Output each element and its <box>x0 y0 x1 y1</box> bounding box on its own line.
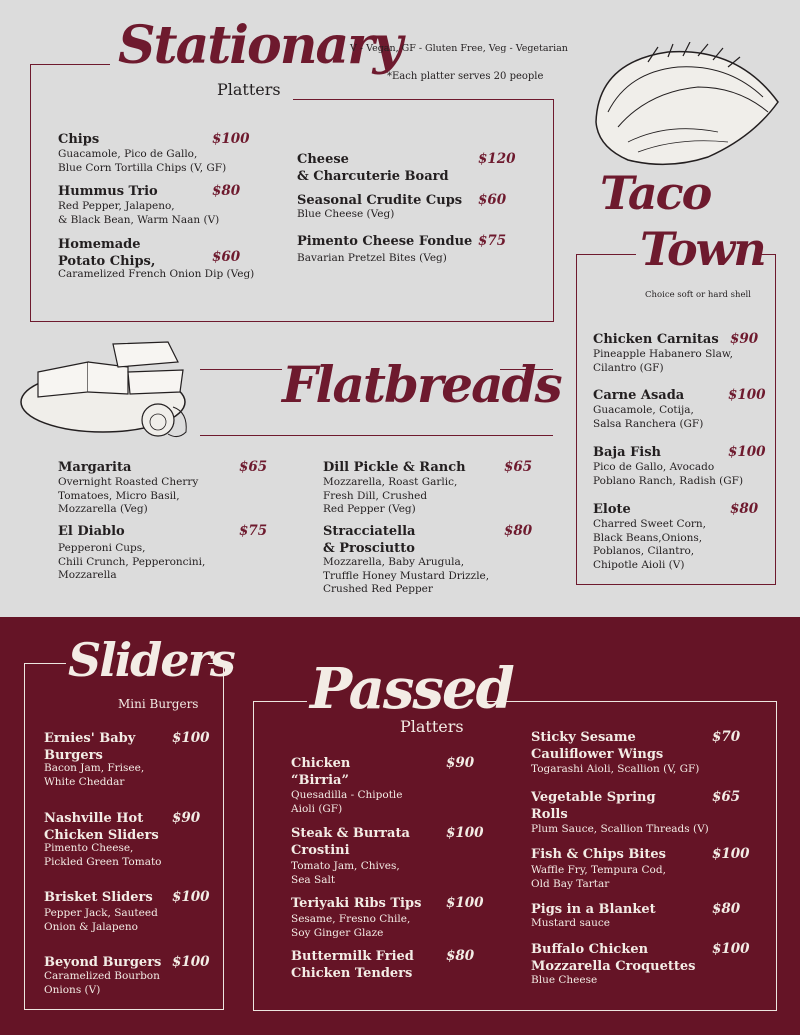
menu-item-price: $100 <box>172 730 210 746</box>
menu-item-price: $100 <box>446 895 484 911</box>
taco-town-subtitle: Choice soft or hard shell <box>645 290 751 300</box>
menu-item-desc: Charred Sweet Corn, Black Beans,Onions, Poblanos, Cilantro, Chipotle Aioli (V) <box>593 518 707 571</box>
menu-item-name: Stracciatella & Prosciutto <box>323 524 416 556</box>
passed-subtitle: Platters <box>400 717 464 736</box>
menu-item-desc: Waffle Fry, Tempura Cod, Old Bay Tartar <box>531 864 666 890</box>
menu-item-desc: Sesame, Fresno Chile, Soy Ginger Glaze <box>291 913 411 939</box>
taco-box-bottom <box>576 584 776 585</box>
menu-item-name: Dill Pickle & Ranch <box>323 460 466 475</box>
menu-item-name: Cheese & Charcuterie Board <box>297 152 449 184</box>
stationary-box-top-right <box>293 99 553 100</box>
menu-item-desc: Mozzarella, Baby Arugula, Truffle Honey Mustard Drizzle, Crushed Red Pepper <box>323 556 490 595</box>
menu-item-price: $60 <box>478 192 507 208</box>
menu-item-desc: Guacamole, Cotija, Salsa Ranchera (GF) <box>593 404 704 430</box>
menu-item-desc: Bacon Jam, Frisee, White Cheddar <box>44 762 145 788</box>
menu-item-name: Hummus Trio <box>58 184 158 199</box>
menu-item-desc: Tomato Jam, Chives, Sea Salt <box>291 860 400 886</box>
taco-town-title-line1: Taco <box>600 166 711 220</box>
menu-item-price: $65 <box>712 789 741 805</box>
sliders-title: Sliders <box>68 633 234 687</box>
menu-item-price: $60 <box>212 249 241 265</box>
stationary-subtitle: Platters <box>217 80 281 99</box>
menu-item-name: Homemade Potato Chips, <box>58 237 156 269</box>
menu-item-price: $100 <box>712 941 750 957</box>
sliders-subtitle: Mini Burgers <box>118 697 199 711</box>
menu-item-desc: Togarashi Aioli, Scallion (V, GF) <box>531 763 700 775</box>
menu-item-desc: Blue Cheese (Veg) <box>297 208 395 220</box>
flatbreads-title: Flatbreads <box>282 355 561 414</box>
menu-item-name: Chips <box>58 132 100 147</box>
menu-item-desc: Pepperoni Cups, Chili Crunch, Pepperoncini, Mozzarella <box>58 542 206 581</box>
menu-item-price: $75 <box>478 233 507 249</box>
menu-item-name: Carne Asada <box>593 388 685 403</box>
menu-item-name: Nashville Hot Chicken Sliders <box>44 811 159 843</box>
taco-box-left <box>576 254 577 584</box>
menu-item-price: $120 <box>478 151 516 167</box>
menu-item-name: Sticky Sesame Cauliflower Wings <box>531 730 664 762</box>
menu-item-desc: Blue Cheese <box>531 974 598 986</box>
menu-item-desc: Caramelized Bourbon Onions (V) <box>44 970 160 996</box>
taco-town-title-line2: Town <box>640 222 765 276</box>
menu-item-price: $100 <box>712 846 750 862</box>
menu-item-name: Beyond Burgers <box>44 955 162 970</box>
bottom-panel <box>0 617 800 1035</box>
sliders-box-bottom <box>24 1009 224 1010</box>
passed-title: Passed <box>310 656 513 722</box>
menu-item-desc: Plum Sauce, Scallion Threads (V) <box>531 823 709 835</box>
menu-item-price: $80 <box>730 501 759 517</box>
menu-item-price: $80 <box>504 523 533 539</box>
dietary-legend: V - Vegan, GF - Gluten Free, Veg - Vegetarian <box>350 43 568 54</box>
flatbreads-rule-bottom <box>200 435 553 436</box>
menu-item-price: $100 <box>172 889 210 905</box>
menu-item-name: Pimento Cheese Fondue <box>297 234 473 249</box>
taco-box-top-right <box>758 254 775 255</box>
menu-item-desc: Pepper Jack, Sauteed Onion & Jalapeno <box>44 907 158 933</box>
menu-item-price: $100 <box>728 387 766 403</box>
menu-item-name: Brisket Sliders <box>44 890 153 905</box>
menu-item-price: $100 <box>212 131 250 147</box>
menu-item-desc: Pico de Gallo, Avocado Poblano Ranch, Radish (GF) <box>593 461 744 487</box>
menu-item-name: Buttermilk Fried Chicken Tenders <box>291 949 414 981</box>
menu-item-price: $90 <box>446 755 475 771</box>
menu-item-desc: Quesadilla - Chipotle Aioli (GF) <box>291 789 403 815</box>
menu-item-name: Vegetable Spring Rolls <box>531 790 656 822</box>
menu-item-price: $80 <box>712 901 741 917</box>
stationary-box-bottom <box>30 321 554 322</box>
menu-item-name: Fish & Chips Bites <box>531 847 666 862</box>
menu-item-price: $100 <box>446 825 484 841</box>
menu-item-desc: Bavarian Pretzel Bites (Veg) <box>297 252 447 264</box>
stationary-title: Stationary <box>118 15 401 76</box>
menu-item-desc: Guacamole, Pico de Gallo, Blue Corn Tortilla Chips (V, GF) <box>58 148 227 174</box>
taco-box-right <box>775 254 776 584</box>
menu-item-name: Steak & Burrata Crostini <box>291 826 410 858</box>
menu-item-price: $75 <box>239 523 268 539</box>
menu-item-desc: Red Pepper, Jalapeno, & Black Bean, Warm Naan (V) <box>58 200 220 226</box>
passed-box-top-left <box>253 701 307 702</box>
menu-item-name: Chicken “Birria” <box>291 756 351 788</box>
menu-item-desc: Pimento Cheese, Pickled Green Tomato <box>44 842 162 868</box>
menu-item-desc: Caramelized French Onion Dip (Veg) <box>58 268 255 280</box>
menu-item-name: Elote <box>593 502 631 517</box>
menu-item-name: Teriyaki Ribs Tips <box>291 896 422 911</box>
menu-item-desc: Mozzarella, Roast Garlic, Fresh Dill, Crushed Red Pepper (Veg) <box>323 476 458 515</box>
taco-illustration <box>588 42 788 172</box>
stationary-box-right <box>553 99 554 321</box>
menu-item-price: $90 <box>730 331 759 347</box>
menu-item-price: $100 <box>172 954 210 970</box>
sliders-box-left <box>24 663 25 1009</box>
sliders-box-top-left <box>24 663 66 664</box>
menu-item-price: $70 <box>712 729 741 745</box>
menu-item-name: El Diablo <box>58 524 125 539</box>
stationary-box-top-left <box>30 64 110 65</box>
sliders-box-right <box>223 663 224 1009</box>
menu-item-name: Pigs in a Blanket <box>531 902 656 917</box>
menu-item-price: $90 <box>172 810 201 826</box>
serves-note: *Each platter serves 20 people <box>387 71 544 82</box>
menu-item-price: $80 <box>446 948 475 964</box>
passed-box-left <box>253 701 254 1010</box>
menu-item-desc: Mustard sauce <box>531 917 610 929</box>
passed-box-right <box>776 701 777 1010</box>
menu-item-name: Ernies' Baby Burgers <box>44 731 136 763</box>
menu-item-name: Buffalo Chicken Mozzarella Croquettes <box>531 942 696 974</box>
flatbreads-rule-left <box>200 369 282 370</box>
menu-item-name: Chicken Carnitas <box>593 332 719 347</box>
taco-box-top-left <box>576 254 636 255</box>
menu-item-name: Margarita <box>58 460 132 475</box>
menu-item-desc: Overnight Roasted Cherry Tomatoes, Micro Basil, Mozzarella (Veg) <box>58 476 199 515</box>
menu-item-price: $80 <box>212 183 241 199</box>
menu-item-desc: Pineapple Habanero Slaw, Cilantro (GF) <box>593 348 733 374</box>
passed-box-bottom <box>253 1010 777 1011</box>
menu-item-name: Baja Fish <box>593 445 662 460</box>
menu-item-name: Seasonal Crudite Cups <box>297 193 463 208</box>
stationary-box-left <box>30 64 31 321</box>
cheese-board-illustration <box>18 332 198 444</box>
menu-item-price: $65 <box>504 459 533 475</box>
menu-item-price: $65 <box>239 459 268 475</box>
menu-item-price: $100 <box>728 444 766 460</box>
passed-box-top-right <box>480 701 776 702</box>
